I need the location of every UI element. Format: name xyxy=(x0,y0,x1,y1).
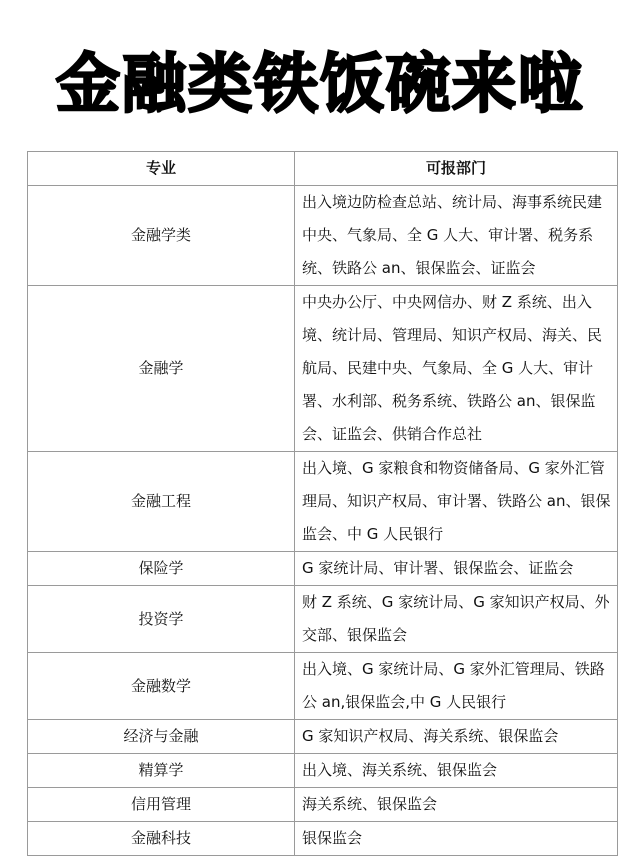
header-departments: 可报部门 xyxy=(295,152,618,186)
table-row xyxy=(28,286,618,452)
major-cell: 金融学类 xyxy=(28,186,295,286)
table-row xyxy=(28,822,618,856)
page-title: 金融类铁饭碗来啦 xyxy=(56,48,584,122)
departments-cell: 中央办公厅、中央网信办、财 Z 系统、出入境、统计局、管理局、知识产权局、海关、民航局、民建中央、气象局、全 G 人大、审计署、水利部、税务系统、铁路公 an、银保监会、证监会、供销合作总社 xyxy=(295,286,618,452)
table-header-row xyxy=(28,152,618,186)
major-department-table xyxy=(27,151,618,856)
major-cell: 经济与金融 xyxy=(28,720,295,754)
departments-cell: 银保监会 xyxy=(295,822,618,856)
table-row xyxy=(28,186,618,286)
major-cell: 投资学 xyxy=(28,586,295,653)
major-cell: 金融学 xyxy=(28,286,295,452)
departments-cell: G 家统计局、审计署、银保监会、证监会 xyxy=(295,552,618,586)
departments-cell: 海关系统、银保监会 xyxy=(295,788,618,822)
table-row xyxy=(28,653,618,720)
table-row xyxy=(28,452,618,552)
major-cell: 信用管理 xyxy=(28,788,295,822)
major-cell: 金融数学 xyxy=(28,653,295,720)
table-row xyxy=(28,788,618,822)
table-row xyxy=(28,552,618,586)
major-cell: 精算学 xyxy=(28,754,295,788)
departments-cell: 出入境、G 家统计局、G 家外汇管理局、铁路公 an,银保监会,中 G 人民银行 xyxy=(295,653,618,720)
major-cell: 金融工程 xyxy=(28,452,295,552)
departments-cell: 出入境边防检查总站、统计局、海事系统民建中央、气象局、全 G 人大、审计署、税务系统、铁路公 an、银保监会、证监会 xyxy=(295,186,618,286)
departments-cell: G 家知识产权局、海关系统、银保监会 xyxy=(295,720,618,754)
table-row xyxy=(28,586,618,653)
major-cell: 保险学 xyxy=(28,552,295,586)
table-row xyxy=(28,754,618,788)
major-cell: 金融科技 xyxy=(28,822,295,856)
table-row xyxy=(28,720,618,754)
header-major: 专业 xyxy=(28,152,295,186)
departments-cell: 财 Z 系统、G 家统计局、G 家知识产权局、外交部、银保监会 xyxy=(295,586,618,653)
departments-cell: 出入境、海关系统、银保监会 xyxy=(295,754,618,788)
departments-cell: 出入境、G 家粮食和物资储备局、G 家外汇管理局、知识产权局、审计署、铁路公 an、银保监会、中 G 人民银行 xyxy=(295,452,618,552)
